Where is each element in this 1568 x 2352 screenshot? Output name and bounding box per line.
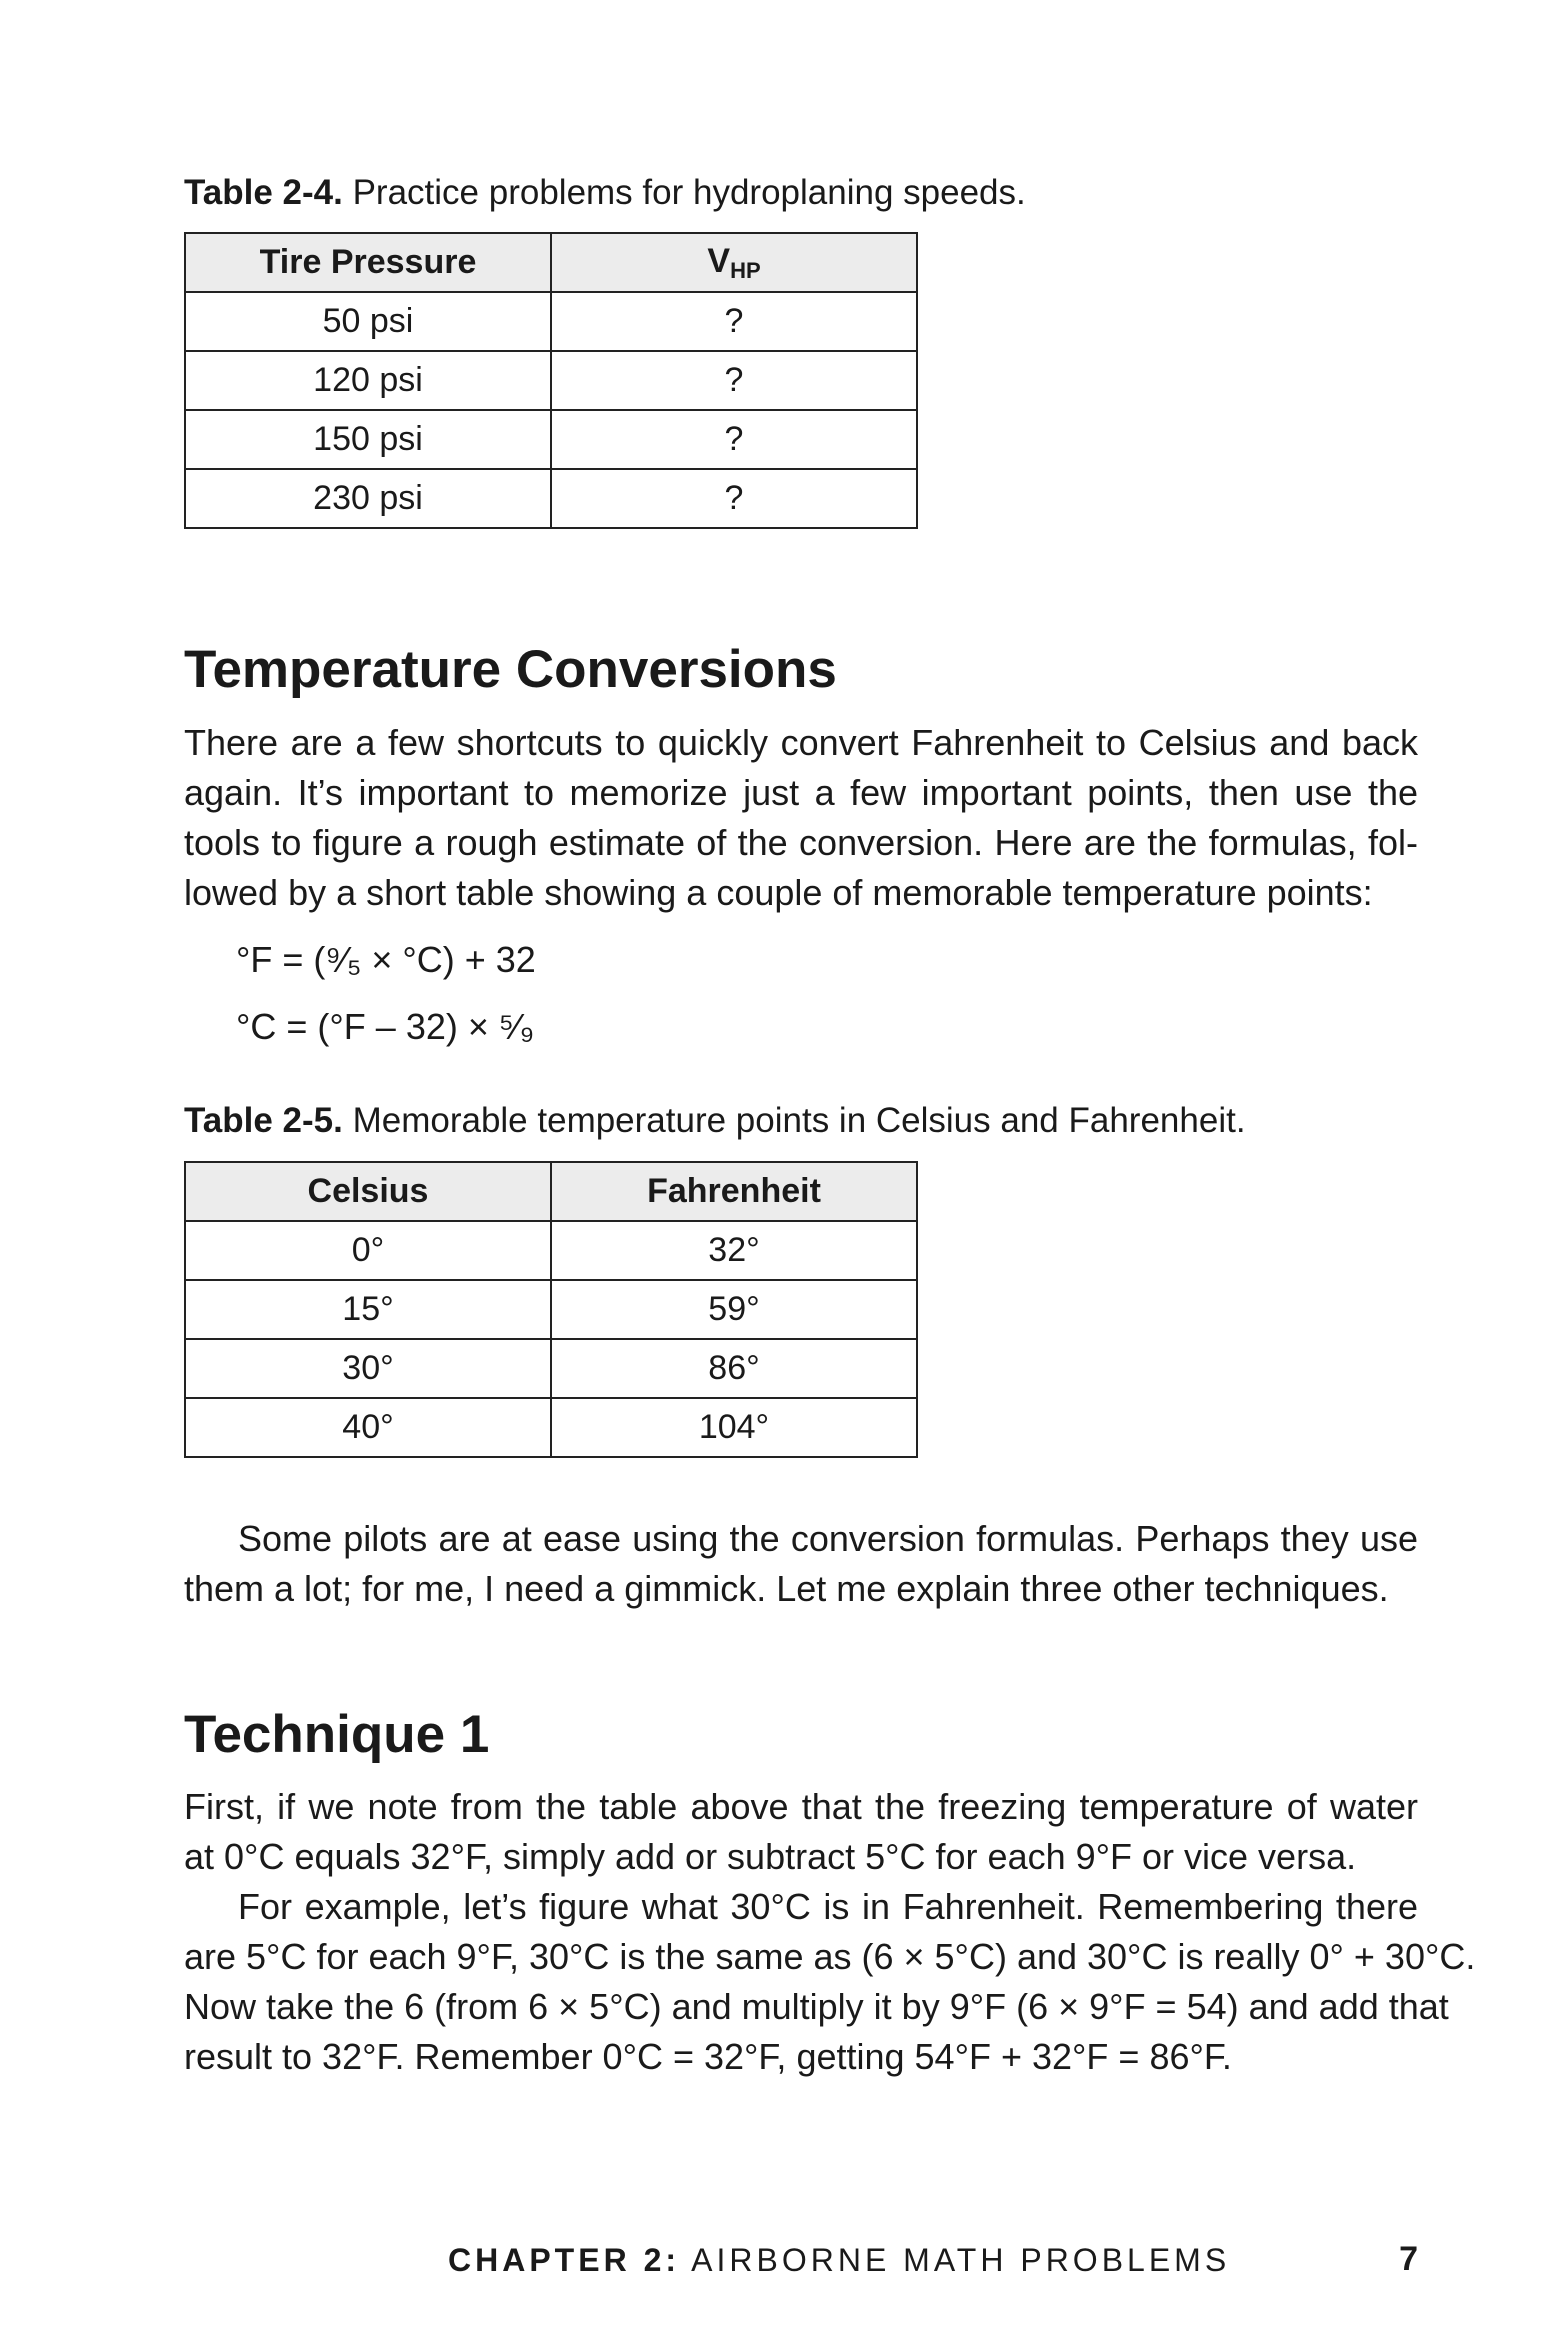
header-vhp-main: V	[707, 241, 731, 280]
header-vhp	[551, 233, 917, 292]
table-2-5	[184, 1161, 918, 1458]
paragraph-line: First, if we note from the table above that the freezing temperature of water	[184, 1786, 1418, 1827]
technique-1-paragraph-2	[184, 1882, 1476, 2082]
table-row	[185, 1221, 917, 1280]
fahrenheit-cell: 104°	[551, 1398, 917, 1457]
vhp-cell: ?	[551, 410, 917, 469]
fahrenheit-cell: 32°	[551, 1221, 917, 1280]
section-heading-temperature: Temperature Conversions	[184, 640, 837, 699]
technique-1-paragraph-1	[184, 1782, 1418, 1882]
section-heading-technique-1: Technique 1	[184, 1705, 490, 1764]
vhp-cell: ?	[551, 469, 917, 528]
table-2-4-caption-label: Table 2-4.	[184, 173, 343, 212]
vhp-cell: ?	[551, 292, 917, 351]
running-footer	[448, 2242, 1230, 2279]
table-2-4-caption-text: Practice problems for hydroplaning speeds.	[342, 173, 1026, 212]
footer-chapter-label: CHAPTER 2:	[448, 2242, 681, 2278]
paragraph-line: them a lot; for me, I need a gimmick. Let me explain three other techniques.	[184, 1568, 1389, 1609]
table-2-4-caption	[184, 171, 1026, 215]
table-row	[185, 1280, 917, 1339]
header-fahrenheit: Fahrenheit	[551, 1162, 917, 1221]
paragraph-line: Some pilots are at ease using the conversion formulas. Perhaps they use	[238, 1518, 1418, 1559]
paragraph-line: tools to figure a rough estimate of the conversion. Here are the formulas, fol-	[184, 822, 1418, 863]
page-number: 7	[1399, 2240, 1418, 2278]
table-row	[185, 1398, 917, 1457]
celsius-cell: 30°	[185, 1339, 551, 1398]
pressure-cell: 50 psi	[185, 292, 551, 351]
paragraph-line: at 0°C equals 32°F, simply add or subtract 5°C for each 9°F or vice versa.	[184, 1836, 1357, 1877]
table-header-row	[185, 1162, 917, 1221]
formula-fahrenheit: °F = (⁹⁄₅ × °C) + 32	[236, 939, 536, 980]
pressure-cell: 120 psi	[185, 351, 551, 410]
formula-celsius: °C = (°F – 32) × ⁵⁄₉	[236, 1006, 535, 1047]
pressure-cell: 230 psi	[185, 469, 551, 528]
paragraph-line: For example, let’s figure what 30°C is in Fahrenheit. Remembering there	[238, 1886, 1418, 1927]
table-2-5-caption-label: Table 2-5.	[184, 1101, 343, 1140]
header-vhp-sub: HP	[730, 257, 761, 283]
table-2-5-caption	[184, 1099, 1246, 1143]
paragraph-line: lowed by a short table showing a couple of memorable temperature points:	[184, 872, 1373, 913]
header-tire-pressure: Tire Pressure	[185, 233, 551, 292]
celsius-cell: 15°	[185, 1280, 551, 1339]
paragraph-line: again. It’s important to memorize just a few important points, then use the	[184, 772, 1418, 813]
table-2-5-caption-text: Memorable temperature points in Celsius and Fahrenheit.	[342, 1101, 1246, 1140]
table-row	[185, 410, 917, 469]
fahrenheit-cell: 86°	[551, 1339, 917, 1398]
paragraph-line: result to 32°F. Remember 0°C = 32°F, getting 54°F + 32°F = 86°F.	[184, 2036, 1232, 2077]
vhp-cell: ?	[551, 351, 917, 410]
celsius-cell: 0°	[185, 1221, 551, 1280]
celsius-cell: 40°	[185, 1398, 551, 1457]
table-row	[185, 469, 917, 528]
table-row	[185, 292, 917, 351]
table-2-4	[184, 232, 918, 529]
table-row	[185, 351, 917, 410]
temperature-intro-paragraph	[184, 718, 1418, 918]
fahrenheit-cell: 59°	[551, 1280, 917, 1339]
header-celsius: Celsius	[185, 1162, 551, 1221]
paragraph-line: are 5°C for each 9°F, 30°C is the same as (6 × 5°C) and 30°C is really 0° + 30°C.	[184, 1936, 1476, 1977]
table-row	[185, 1339, 917, 1398]
paragraph-line: There are a few shortcuts to quickly convert Fahrenheit to Celsius and back	[184, 722, 1418, 763]
after-table-paragraph	[184, 1514, 1418, 1614]
table-header-row	[185, 233, 917, 292]
paragraph-line: Now take the 6 (from 6 × 5°C) and multiply it by 9°F (6 × 9°F = 54) and add that	[184, 1986, 1449, 2027]
pressure-cell: 150 psi	[185, 410, 551, 469]
footer-chapter-title: AIRBORNE MATH PROBLEMS	[680, 2242, 1231, 2278]
